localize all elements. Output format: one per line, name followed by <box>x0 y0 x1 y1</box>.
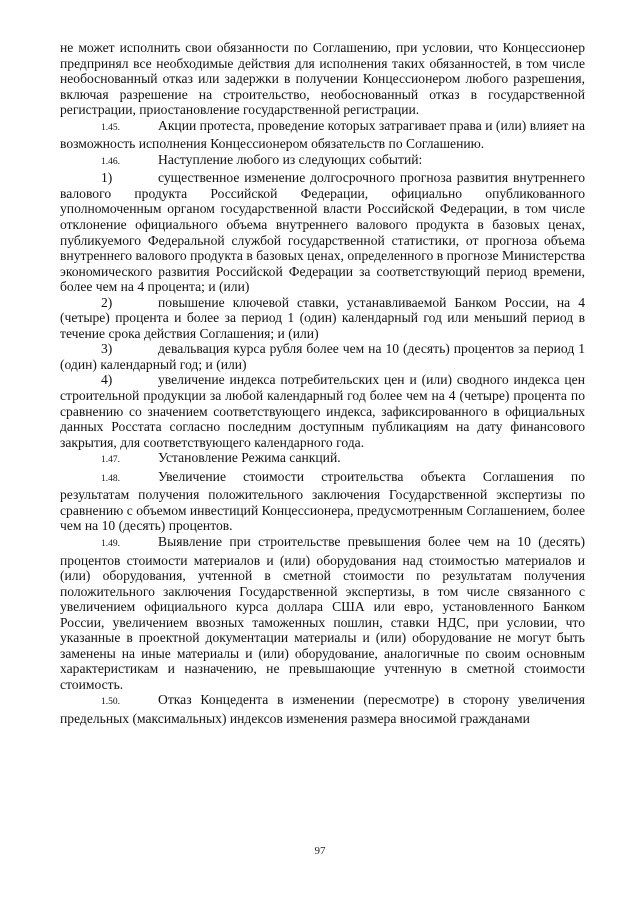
paragraph-text: Увеличение стоимости строительства объекта Соглашения по результатам получения положительного заключения Государственной экспертизы по сравнению с объемом инвестиций Концессионера, предусмотренным Соглашением, более чем на 10 (десять) процентов. <box>60 468 585 534</box>
document-page <box>60 40 585 727</box>
paragraph-1-47 <box>60 450 585 469</box>
paragraph-number: 1.46. <box>101 156 120 167</box>
paragraph-text: Наступление любого из следующих событий: <box>158 151 423 167</box>
item-text: повышение ключевой ставки, устанавливаемой Банком России, на 4 (четыре) процента и более за период 1 (один) календарный год или меньший период в течение срока действия Соглашения; и (или) <box>60 294 585 341</box>
list-item-4 <box>60 372 585 450</box>
paragraph-1-48 <box>60 469 585 534</box>
paragraph-1-49 <box>60 534 585 692</box>
paragraph-1-45 <box>60 118 585 152</box>
paragraph-number: 1.48. <box>101 473 120 484</box>
paragraph-number: 1.45. <box>101 122 120 133</box>
paragraph-text: Отказ Концедента в изменении (пересмотре) в сторону увеличения предельных (максимальных) индексов изменения размера вносимой гражданами <box>60 692 585 726</box>
item-text: существенное изменение долгосрочного прогноза развития внутреннего валового продукта Российской Федерации, официально опубликованного уполномоченным органом государственной власти Российской Федерации, в том числе отклонение официального объема внутреннего валового продукта в базовых ценах, публикуемого Федеральной службой государственной статистики, от прогноза объема внутреннего валового продукта в базовых ценах, определенного в прогнозе Министерства экономического развития Российской Федерации за соответствующий период времени, более чем на 4 процента; и (или) <box>60 170 585 295</box>
list-item-2 <box>60 295 585 342</box>
list-item-3 <box>60 341 585 372</box>
paragraph-number: 1.50. <box>101 697 120 708</box>
item-number: 4) <box>101 372 113 388</box>
paragraph-text: Выявление при строительстве превышения более чем на 10 (десять) процентов стоимости материалов и (или) оборудования над стоимостью материалов и (или) оборудования, учтенной в сметной стоимости по результатам получения положительного заключения Государственной экспертизы, в том числе связанного с увеличением официального курса доллара США или евро, установленного Банком России, увеличением ввозных таможенных пошлин, ставки НДС, при условии, что указанные в проектной документации материалы и (или) оборудование не могут быть заменены на иные материалы и (или) оборудование, аналогичные по своим основным характеристикам и назначению, не превышающие учтенную в сметной стоимости стоимость. <box>60 533 585 692</box>
item-text: девальвация курса рубля более чем на 10 (десять) процентов за период 1 (один) календарный год; и (или) <box>60 341 585 372</box>
paragraph-1-46 <box>60 152 585 171</box>
paragraph-1-50 <box>60 692 585 726</box>
page-number: 97 <box>314 845 326 857</box>
item-number: 2) <box>101 294 113 310</box>
paragraph-number: 1.49. <box>101 538 120 549</box>
paragraph-text: Акции протеста, проведение которых затрагивает права и (или) влияет на возможность исполнения Концессионером обязательств по Соглашению. <box>60 117 585 152</box>
item-text: увеличение индекса потребительских цен и (или) сводного индекса цен строительной продукции за любой календарный год более чем на 4 (четыре) процента по сравнению со значением соответствующего индекса, зафиксированного в официальных данных Росстата согласно последним доступным публикациям на дату финансового закрытия, для соответствующего календарного года. <box>60 372 585 450</box>
item-number: 3) <box>101 341 113 357</box>
item-number: 1) <box>101 170 113 186</box>
paragraph-number: 1.47. <box>101 455 120 466</box>
list-item-1 <box>60 170 585 294</box>
paragraph-text: Установление Режима санкций. <box>158 450 341 466</box>
intro-paragraph: не может исполнить свои обязанности по Соглашению, при условии, что Концессионер предпринял все необходимые действия для исполнения таких обязанностей, в том числе необоснованный отказ или задержки в получении Концессионером любого разрешения, включая разрешение на строительство, необоснованный отказ в государственной регистрации, приостановление государственной регистрации. <box>60 40 585 118</box>
